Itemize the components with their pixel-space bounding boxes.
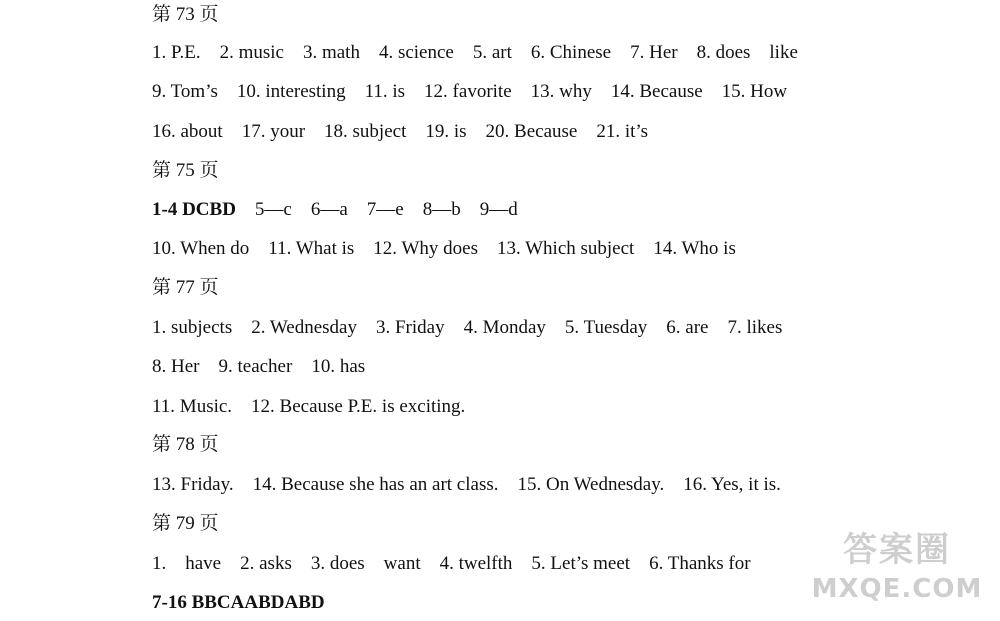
section-heading-73: 第 73 页 [152, 4, 219, 25]
answer-line: 10. When do 11. What is 12. Why does 13. Which subject 14. Who is [152, 238, 736, 259]
answer-line: 1. have 2. asks 3. does want 4. twelfth 5. Let’s meet 6. Thanks for [152, 553, 751, 574]
answer-line: 1. subjects 2. Wednesday 3. Friday 4. Monday 5. Tuesday 6. are 7. likes [152, 317, 783, 338]
answer-line: 9. Tom’s 10. interesting 11. is 12. favorite 13. why 14. Because 15. How [152, 81, 788, 102]
answer-line [152, 195, 518, 225]
bold-answer: 7-16 BBCAABDABD [152, 592, 325, 613]
answer-line: 8. Her 9. teacher 10. has [152, 356, 366, 377]
answer-line: 1. P.E. 2. music 3. math 4. science 5. art 6. Chinese 7. Her 8. does like [152, 42, 798, 63]
answer-line: 13. Friday. 14. Because she has an art class. 15. On Wednesday. 16. Yes, it is. [152, 474, 781, 495]
answer-line: 11. Music. 12. Because P.E. is exciting. [152, 396, 466, 417]
bold-answer: 1-4 DCBD [152, 199, 236, 220]
watermark-domain: MXQE.COM [811, 574, 983, 604]
section-heading-77: 第 77 页 [152, 277, 219, 298]
watermark [802, 528, 992, 618]
section-heading-79: 第 79 页 [152, 513, 219, 534]
section-heading-78: 第 78 页 [152, 434, 219, 455]
answer-matching: 5—c 6—a 7—e 8—b 9—d [235, 199, 518, 220]
section-heading-75: 第 75 页 [152, 160, 219, 181]
watermark-logo: 答案圈 [843, 530, 951, 570]
answer-line: 16. about 17. your 18. subject 19. is 20. Because 21. it’s [152, 121, 649, 142]
